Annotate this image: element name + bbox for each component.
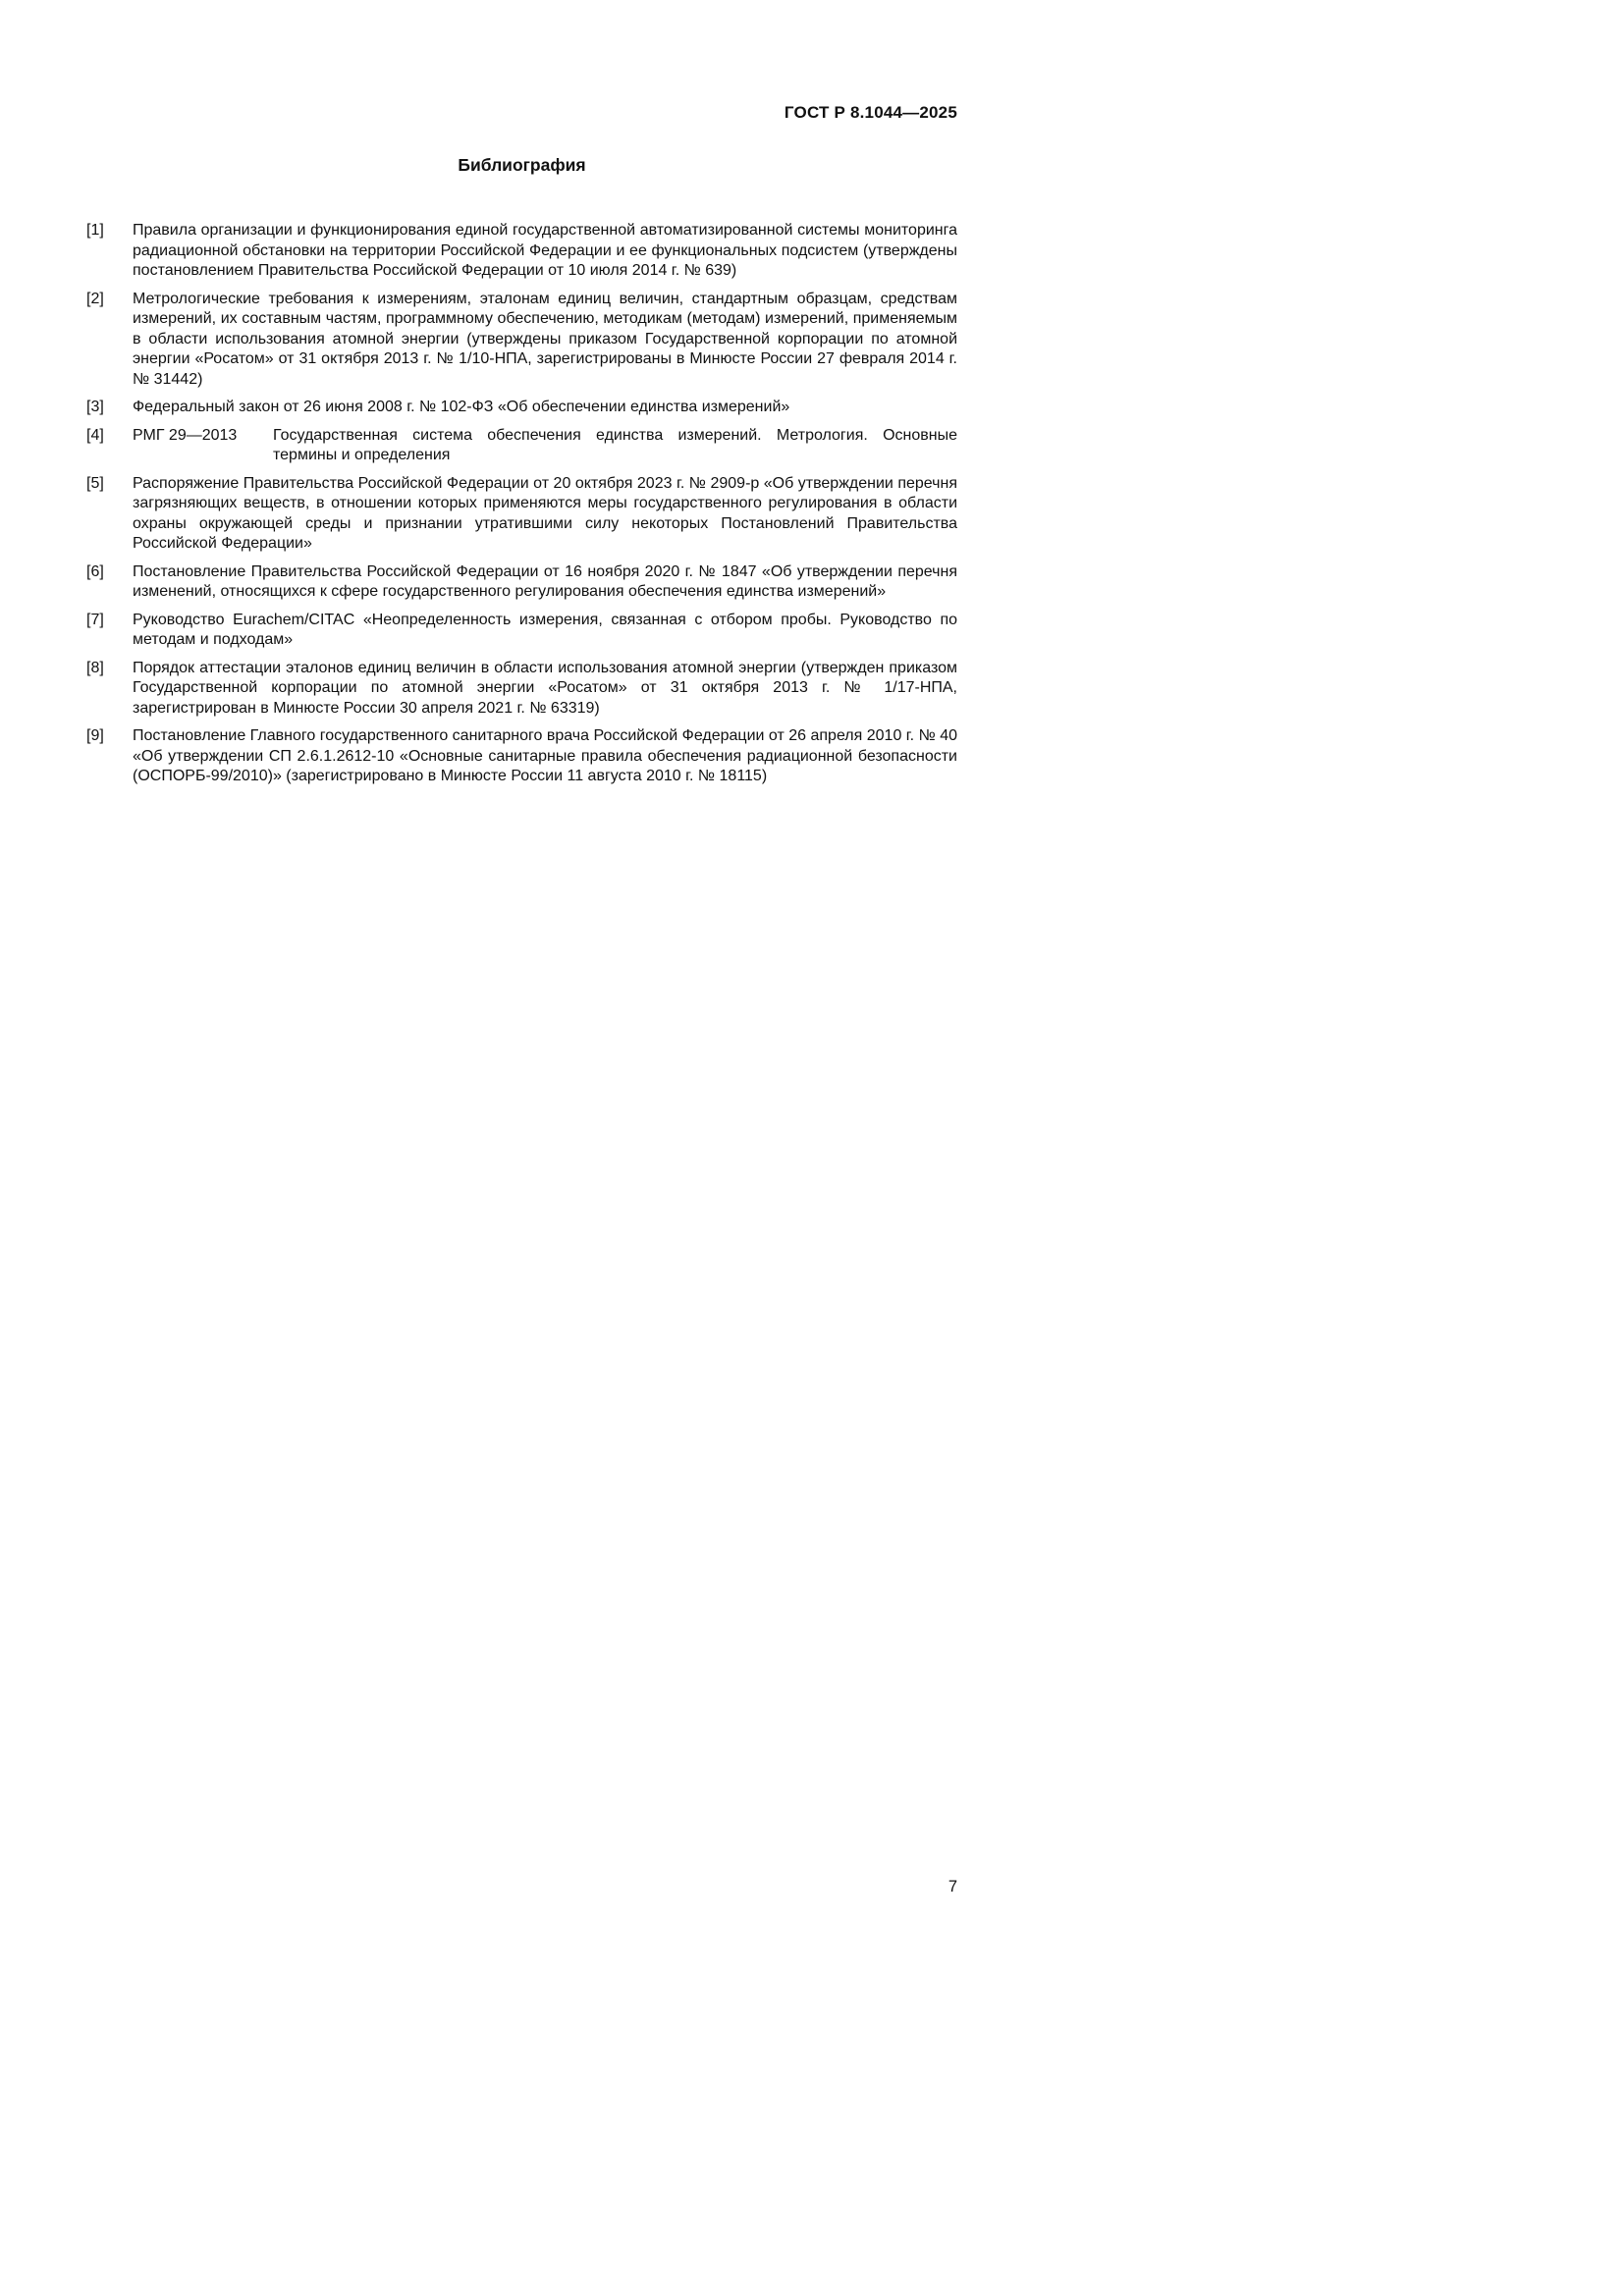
page-content <box>86 102 957 795</box>
reference-number: [3] <box>86 399 104 415</box>
reference-item <box>86 426 957 466</box>
reference-number: [5] <box>86 474 104 492</box>
reference-number: [4] <box>86 426 104 444</box>
reference-text: Руководство Eurachem/CITAC «Неопределенность измерения, связанная с отбором пробы. Руководство по методам и подходам» <box>133 611 957 648</box>
reference-number: [6] <box>86 562 104 580</box>
reference-item <box>86 726 957 787</box>
references-list <box>86 221 957 787</box>
reference-item <box>86 562 957 603</box>
reference-text: Постановление Правительства Российской Федерации от 16 ноября 2020 г. № 1847 «Об утверждении перечня изменений, относящихся к сфере государственного регулирования обеспечения единства измерений» <box>133 562 957 600</box>
reference-item <box>86 611 957 651</box>
reference-item <box>86 659 957 720</box>
page-title: Библиография <box>458 155 586 175</box>
reference-label: РМГ 29—2013 <box>133 426 238 444</box>
reference-number: [8] <box>86 659 104 676</box>
reference-item <box>86 290 957 391</box>
reference-item <box>86 474 957 555</box>
reference-number: [7] <box>86 611 104 628</box>
reference-number: [1] <box>86 222 104 239</box>
reference-item <box>86 398 957 418</box>
doc-code-header: ГОСТ Р 8.1044—2025 <box>784 103 957 122</box>
reference-number: [2] <box>86 290 104 307</box>
page-number: 7 <box>947 1878 957 1896</box>
reference-text: Порядок аттестации эталонов единиц величин в области использования атомной энергии (утвержден приказом Государственной корпорации по атомной энергии «Росатом» от 31 октября 2013 г. № 1/17-НПА, зарегистрирован в Минюсте России 30 апреля 2021 г. № 63319) <box>133 659 957 717</box>
reference-item <box>86 221 957 282</box>
reference-text: Федеральный закон от 26 июня 2008 г. № 102-ФЗ «Об обеспечении единства измерений» <box>133 399 790 415</box>
reference-text: Государственная система обеспечения единства измерений. Метрология. Основные термины и определения <box>273 426 957 463</box>
reference-text: Распоряжение Правительства Российской Федерации от 20 октября 2023 г. № 2909-р «Об утверждении перечня загрязняющих веществ, в отношении которых применяются меры государственного регулирования в области охраны окружающей среды и признании утратившими силу некоторых Постановлений Правительства Российской Федерации» <box>133 474 957 552</box>
reference-number: [9] <box>86 727 104 744</box>
reference-text: Правила организации и функционирования единой государственной автоматизированной системы мониторинга радиационной обстановки на территории Российской Федерации и ее функциональных подсистем (утверждены постановлением Правительства Российской Федерации от 10 июля 2014 г. № 639) <box>133 222 957 279</box>
reference-text: Метрологические требования к измерениям, эталонам единиц величин, стандартным образцам, средствам измерений, их составным частям, программному обеспечению, методикам (методам) измерений, применяемым в области использования атомной энергии (утверждены приказом Государственной корпорации по атомной энергии «Росатом» от 31 октября 2013 г. № 1/10-НПА, зарегистрированы в Минюсте России 27 февраля 2014 г. № 31442) <box>133 290 957 388</box>
reference-text: Постановление Главного государственного санитарного врача Российской Федерации от 26 апреля 2010 г. № 40 «Об утверждении СП 2.6.1.2612-10 «Основные санитарные правила обеспечения радиационной безопасности (ОСПОРБ-99/2010)» (зарегистрировано в Минюсте России 11 августа 2010 г. № 18115) <box>133 727 957 784</box>
